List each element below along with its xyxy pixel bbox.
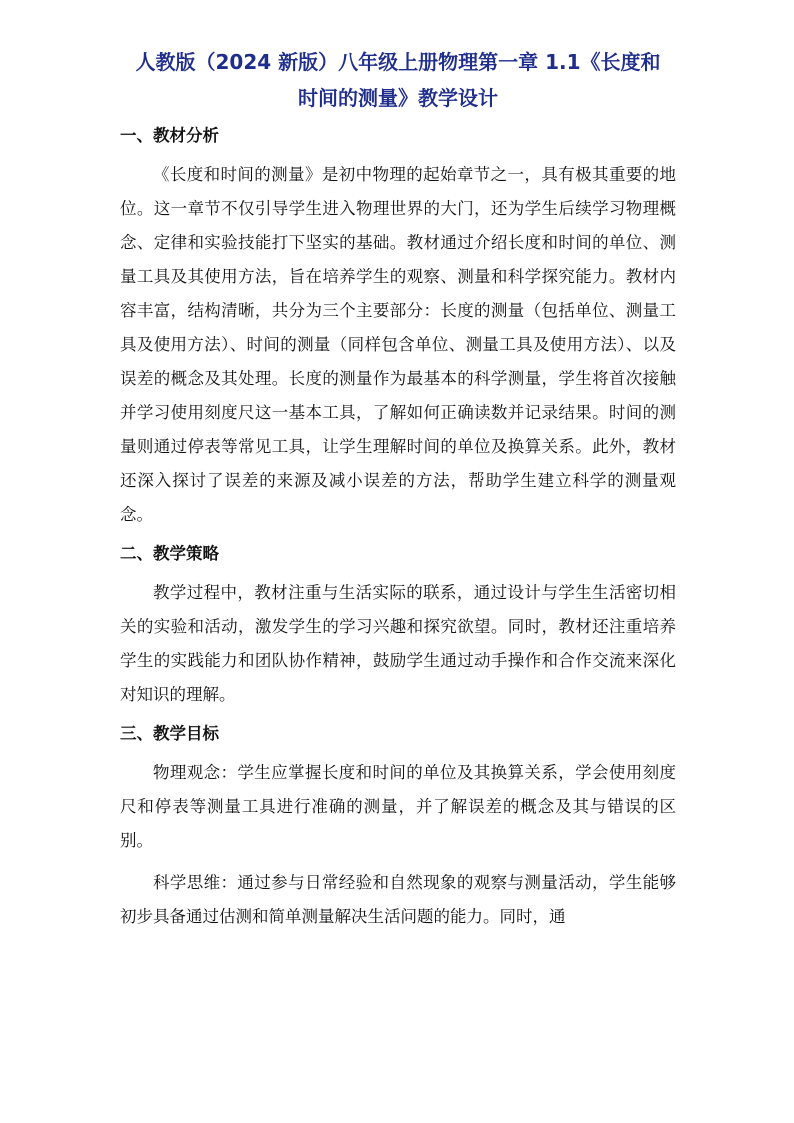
document-title-line-1: 人教版（2024 新版）八年级上册物理第一章 1.1《长度和 — [135, 50, 661, 74]
section-heading-textbook-analysis: 一、教材分析 — [120, 126, 219, 145]
teaching-strategy-paragraph: 教学过程中，教材注重与生活实际的联系，通过设计与学生生活密切相关的实验和活动，激发学生的学习兴趣和探究欲望。同时，教材还注重培养学生的实践能力和团队协作精神，鼓励学生通过动手操作和合作交流来深化对知识的理解。 — [120, 583, 676, 704]
section-heading-teaching-objectives: 三、教学目标 — [120, 724, 219, 743]
document-title-line-2: 时间的测量》教学设计 — [298, 86, 498, 110]
textbook-analysis-paragraph: 《长度和时间的测量》是初中物理的起始章节之一，具有极其重要的地位。这一章节不仅引导学生进入物理世界的大门，还为学生后续学习物理概念、定律和实验技能打下坚实的基础。教材通过介绍长度和时间的单位、测量工具及其使用方法，旨在培养学生的观察、测量和科学探究能力。教材内容丰富，结构清晰，共分为三个主要部分：长度的测量（包括单位、测量工具及使用方法）、时间的测量（同样包含单位、测量工具及使用方法）、以及误差的概念及其处理。长度的测量作为最基本的科学测量，学生将首次接触并学习使用刻度尺这一基本工具，了解如何正确读数并记录结果。时间的测量则通过停表等常见工具，让学生理解时间的单位及换算关系。此外，教材还深入探讨了误差的来源及减小误差的方法，帮助学生建立科学的测量观念。 — [120, 165, 676, 524]
objective-scientific-thinking-paragraph: 科学思维：通过参与日常经验和自然现象的观察与测量活动，学生能够初步具备通过估测和简单测量解决生活问题的能力。同时，通 — [120, 873, 676, 926]
document-title — [120, 44, 676, 116]
section-heading-teaching-strategy: 二、教学策略 — [120, 544, 219, 563]
objective-physics-concept-paragraph: 物理观念：学生应掌握长度和时间的单位及其换算关系，学会使用刻度尺和停表等测量工具进行准确的测量，并了解误差的概念及其与错误的区别。 — [120, 763, 676, 850]
